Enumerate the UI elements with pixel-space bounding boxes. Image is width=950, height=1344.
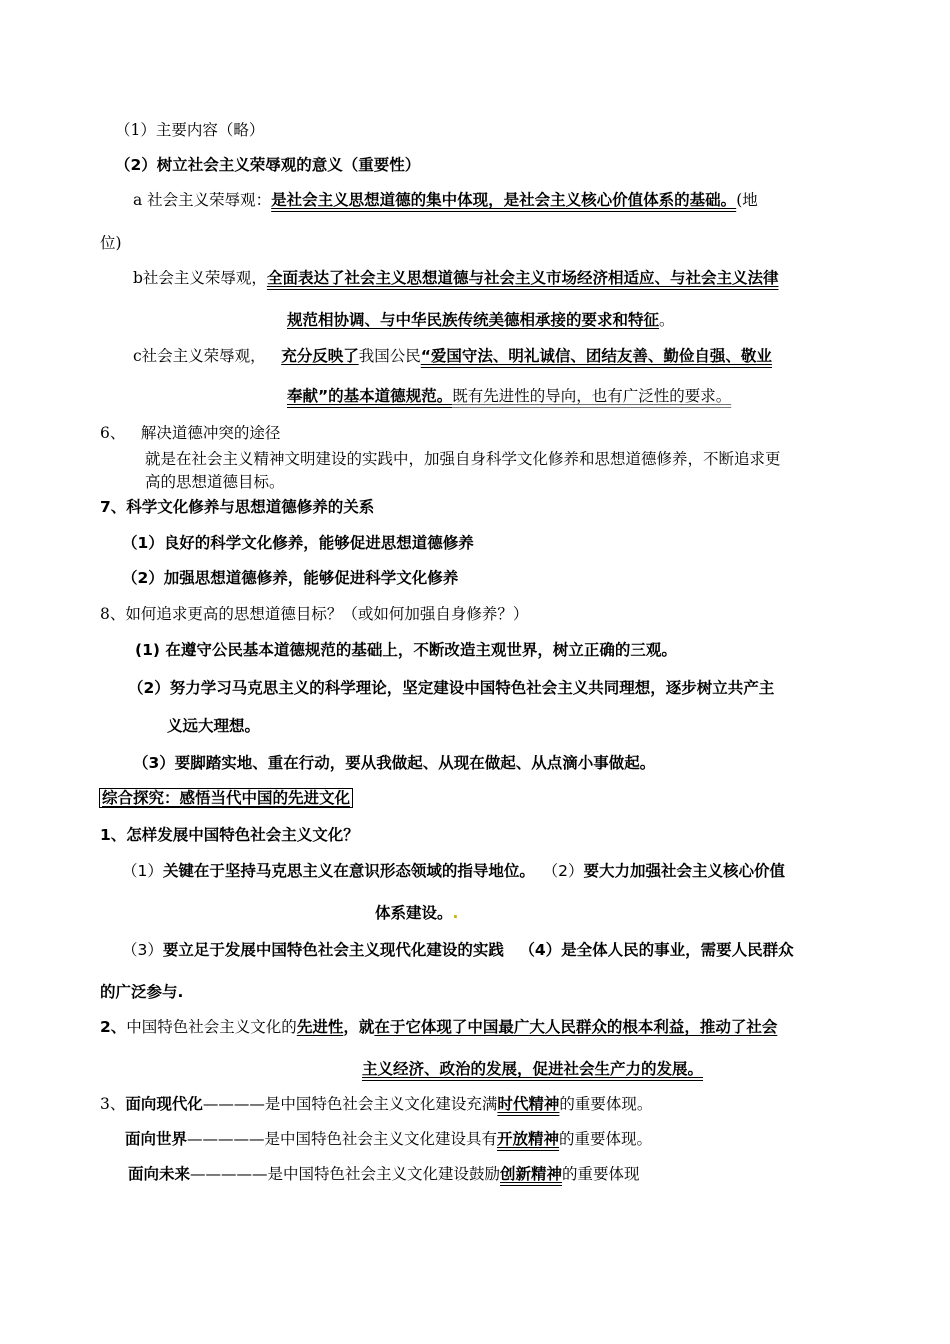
answer-text: 要立足于发展中国特色社会主义现代化建设的实践 [162, 941, 504, 959]
question-1-line-3 [122, 940, 794, 960]
content-line: （1）主要内容（略） [115, 121, 265, 139]
line-end: 的重要体现。 [559, 1095, 653, 1113]
section-8-item-3: （3）要脚踏实地、重在行动，要从我做起、从现在做起、从点滴小事做起。 [133, 754, 656, 772]
point-c-underline-3: 奉献”的基本道德规范。 [287, 387, 453, 405]
point-b-main: 全面表达了社会主义思想道德与社会主义市场经济相适应、与社会主义法律 [266, 269, 779, 287]
answer-text: 要大力加强社会主义核心价值 [583, 862, 786, 880]
answer-text: 体系建设。 [375, 904, 453, 922]
point-c-prefix: c社会主义荣辱观， [133, 347, 266, 365]
question-2-number: 2、 [100, 1018, 127, 1036]
inquiry-heading-text: 综合探究：感悟当代中国的先进文化 [99, 788, 353, 808]
question-2-mid: ，就 [343, 1018, 375, 1036]
question-2 [100, 1017, 777, 1037]
item-number: （3） [122, 941, 163, 959]
section-6-number: 6、 [100, 424, 126, 442]
point-b-end: 。 [659, 311, 675, 329]
section-7-title: 7、科学文化修养与思想道德修养的关系 [100, 498, 375, 516]
question-2-answer-cont: 主义经济、政治的发展，促进社会生产力的发展。 [362, 1060, 704, 1078]
question-3-number: 3、 [100, 1095, 126, 1113]
question-1-line-1 [122, 861, 785, 881]
question-1: 1、怎样发展中国特色社会主义文化？ [100, 826, 359, 844]
point-c [133, 346, 772, 366]
section-7-item-2: （2）加强思想道德修养，能够促进科学文化修养 [122, 569, 459, 587]
dash: ————— [190, 1165, 268, 1183]
section-6-body: 就是在社会主义精神文明建设的实践中，加强自身科学文化修养和思想道德修养，不断追求更 [145, 450, 781, 468]
answer-text: 关键在于坚持马克思主义在意识形态领域的指导地位。 [162, 862, 535, 880]
dash: ———— [202, 1095, 265, 1113]
point-b-continued [287, 310, 675, 330]
orientation-future: 面向未来 [128, 1165, 191, 1183]
point-c-underline-2: “爱国守法、明礼诚信、团结友善、勤俭自强、敬业 [420, 347, 772, 365]
highlight-dot: . [452, 904, 459, 922]
question-2-answer: 在于它体现了中国最广大人民群众的根本利益，推动了社会 [374, 1018, 778, 1036]
section-8-item-2: （2）努力学习马克思主义的科学理论，坚定建设中国特色社会主义共同理想，逐步树立共产主 [128, 679, 775, 697]
question-2-prefix: 中国特色社会主义文化的 [126, 1018, 297, 1036]
line-text: 是中国特色社会主义文化建设具有 [264, 1130, 498, 1148]
keyword-open-spirit: 开放精神 [497, 1130, 560, 1148]
line-text: 是中国特色社会主义文化建设鼓励 [267, 1165, 501, 1183]
line-text: 是中国特色社会主义文化建设充满 [264, 1095, 498, 1113]
section-8-item-1: (1) 在遵守公民基本道德规范的基础上，不断改造主观世界，树立正确的三观。 [135, 641, 677, 659]
keyword-advanced: 先进性 [296, 1018, 344, 1036]
orientation-world: 面向世界 [125, 1130, 188, 1148]
point-c-underline-1: 充分反映了 [281, 347, 359, 365]
point-a [133, 190, 758, 210]
inquiry-heading [99, 788, 353, 808]
section-6-body-cont: 高的思想道德目标。 [145, 473, 285, 491]
section-8-title: 8、如何追求更高的思想道德目标？（或如何加强自身修养？） [100, 605, 529, 623]
point-a-tail: (地 [736, 191, 758, 209]
question-3-line-3 [128, 1164, 640, 1184]
section-heading: （2）树立社会主义荣辱观的意义（重要性） [115, 156, 421, 174]
question-2-continued [362, 1059, 703, 1079]
point-b-main-cont: 规范相协调、与中华民族传统美德相承接的要求和特征 [287, 311, 660, 329]
question-3-line-1 [100, 1094, 652, 1114]
answer-text: （4）是全体人民的事业，需要人民群众 [519, 941, 794, 959]
point-a-prefix: a 社会主义荣辱观： [133, 191, 272, 209]
line-end: 的重要体现。 [559, 1130, 653, 1148]
section-6-text: 解决道德冲突的途径 [140, 424, 281, 442]
keyword-era-spirit: 时代精神 [497, 1095, 560, 1113]
point-c-tail: 既有先进性的导向，也有广泛性的要求。 [452, 387, 732, 405]
point-a-continued: 位) [100, 234, 122, 252]
section-6-title [100, 423, 280, 443]
question-1-line-2 [375, 903, 458, 923]
orientation-modernization: 面向现代化 [125, 1095, 203, 1113]
line-end: 的重要体现 [562, 1165, 640, 1183]
point-c-continued [287, 386, 731, 406]
item-number: （1） [122, 862, 163, 880]
point-b [133, 268, 778, 288]
keyword-innovation-spirit: 创新精神 [500, 1165, 563, 1183]
question-1-line-4: 的广泛参与. [100, 983, 184, 1001]
item-number: （2） [542, 862, 584, 880]
point-c-mid: 我国公民 [358, 347, 421, 365]
question-3-line-2 [125, 1129, 652, 1149]
section-7-item-1: （1）良好的科学文化修养，能够促进思想道德修养 [122, 534, 474, 552]
point-a-main: 是社会主义思想道德的集中体现，是社会主义核心价值体系的基础。 [271, 191, 737, 209]
dash: ————— [187, 1130, 265, 1148]
point-b-prefix: b社会主义荣辱观， [133, 269, 267, 287]
section-8-item-2-cont: 义远大理想。 [167, 717, 261, 735]
